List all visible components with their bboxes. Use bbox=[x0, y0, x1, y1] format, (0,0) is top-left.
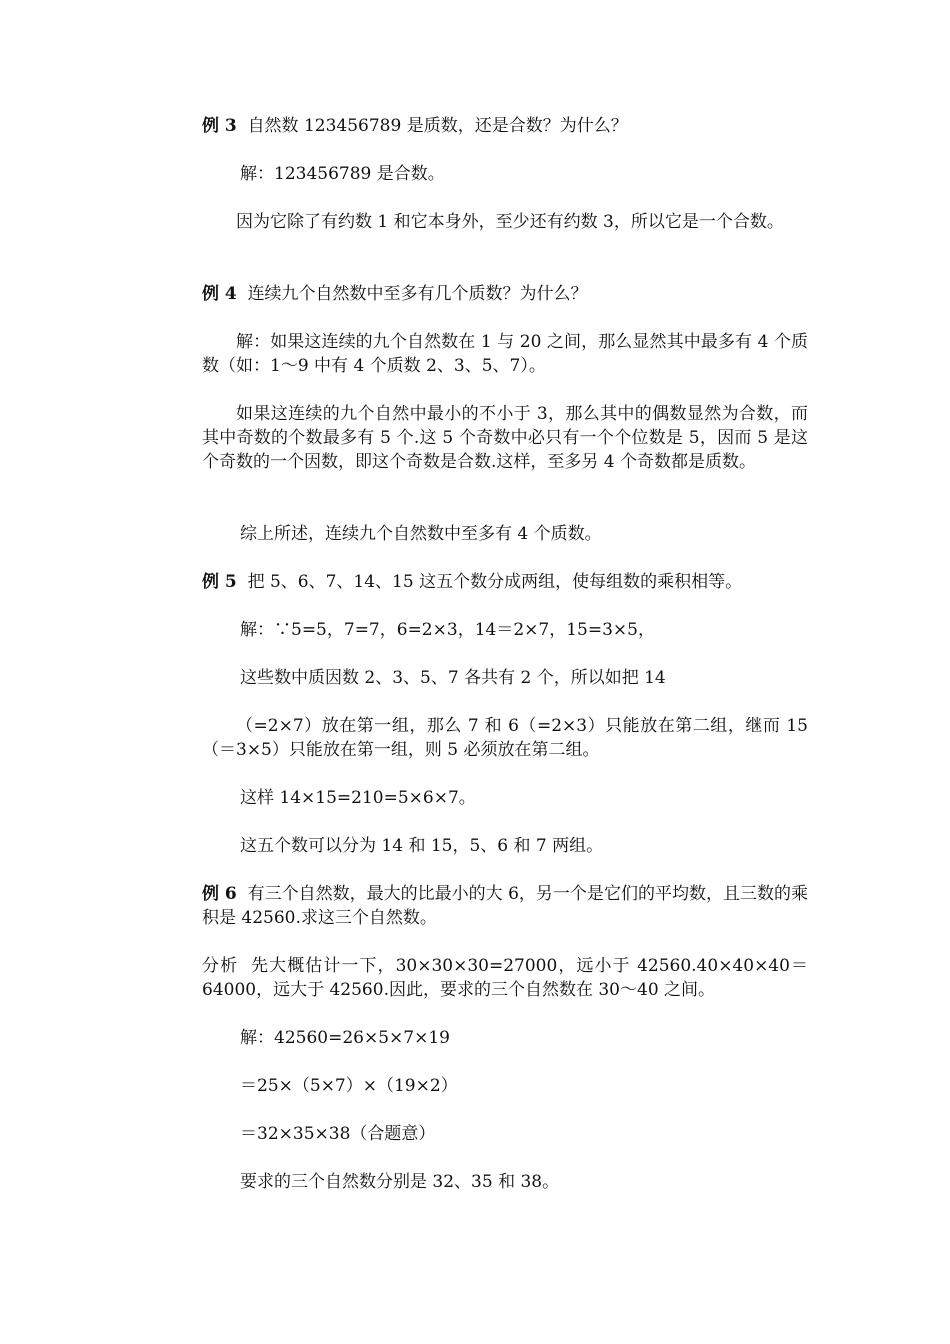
example-5-label: 例 5 bbox=[202, 572, 237, 592]
example-3-label: 例 3 bbox=[202, 116, 237, 136]
example-6-solution-1: 解：42560=26×5×7×19 bbox=[240, 1028, 450, 1048]
example-6-solution-3: ＝32×35×38（合题意） bbox=[240, 1124, 436, 1144]
example-5-question bbox=[202, 570, 808, 594]
example-6-conclusion: 要求的三个自然数分别是 32、35 和 38。 bbox=[240, 1172, 560, 1192]
example-4-text: 连续九个自然数中至多有几个质数？为什么？ bbox=[247, 284, 588, 304]
example-4-answer-2: 如果这连续的九个自然中最小的不小于 3，那么其中的偶数显然为合数，而其中奇数的个数最多有 5 个.这 5 个奇数中必只有一个个位数是 5，因而 5 是这个奇数的一个因数，即这个奇数是合数.这样，至多另 4 个奇数都是质数。 bbox=[202, 404, 808, 472]
example-3-answer-line-2: 因为它除了有约数 1 和它本身外，至少还有约数 3，所以它是一个合数。 bbox=[236, 212, 784, 232]
example-4-label: 例 4 bbox=[202, 284, 237, 304]
analysis-text: 先大概估计一下，30×30×30=27000，远小于 42560.40×40×40＝64000，远大于 42560.因此，要求的三个自然数在 30～40 之间。 bbox=[202, 956, 809, 1000]
example-3-answer-line-1: 解：123456789 是合数。 bbox=[240, 164, 445, 184]
example-3-text: 自然数 123456789 是质数，还是合数？为什么？ bbox=[247, 116, 628, 136]
example-4-conclusion: 综上所述，连续九个自然数中至多有 4 个质数。 bbox=[240, 524, 602, 544]
example-6-label: 例 6 bbox=[202, 884, 237, 904]
example-5-answer-3: （=2×7）放在第一组，那么 7 和 6（=2×3）只能放在第二组，继而 15（＝3×5）只能放在第一组，则 5 必须放在第二组。 bbox=[202, 716, 808, 760]
example-3-question bbox=[202, 114, 808, 138]
example-5-answer-5: 这五个数可以分为 14 和 15，5、6 和 7 两组。 bbox=[240, 836, 604, 856]
example-4-answer-1: 解：如果这连续的九个自然数在 1 与 20 之间，那么显然其中最多有 4 个质数（如：1～9 中有 4 个质数 2、3、5、7）。 bbox=[202, 332, 808, 376]
example-5-answer-1: 解：∵5=5，7=7，6=2×3，14＝2×7，15=3×5， bbox=[240, 620, 655, 640]
analysis-label: 分析 bbox=[202, 956, 239, 976]
example-5-answer-2: 这些数中质因数 2、3、5、7 各共有 2 个，所以如把 14 bbox=[240, 668, 666, 688]
example-6-text: 有三个自然数，最大的比最小的大 6，另一个是它们的平均数，且三数的乘积是 42560.求这三个自然数。 bbox=[202, 884, 809, 928]
example-4-question bbox=[202, 282, 808, 306]
example-5-answer-4: 这样 14×15=210=5×6×7。 bbox=[240, 788, 476, 808]
example-6-solution-2: ＝25×（5×7）×（19×2） bbox=[240, 1076, 458, 1096]
example-6-question bbox=[202, 882, 808, 930]
example-6-analysis bbox=[202, 954, 808, 1002]
example-5-text: 把 5、6、7、14、15 这五个数分成两组，使每组数的乘积相等。 bbox=[247, 572, 743, 592]
